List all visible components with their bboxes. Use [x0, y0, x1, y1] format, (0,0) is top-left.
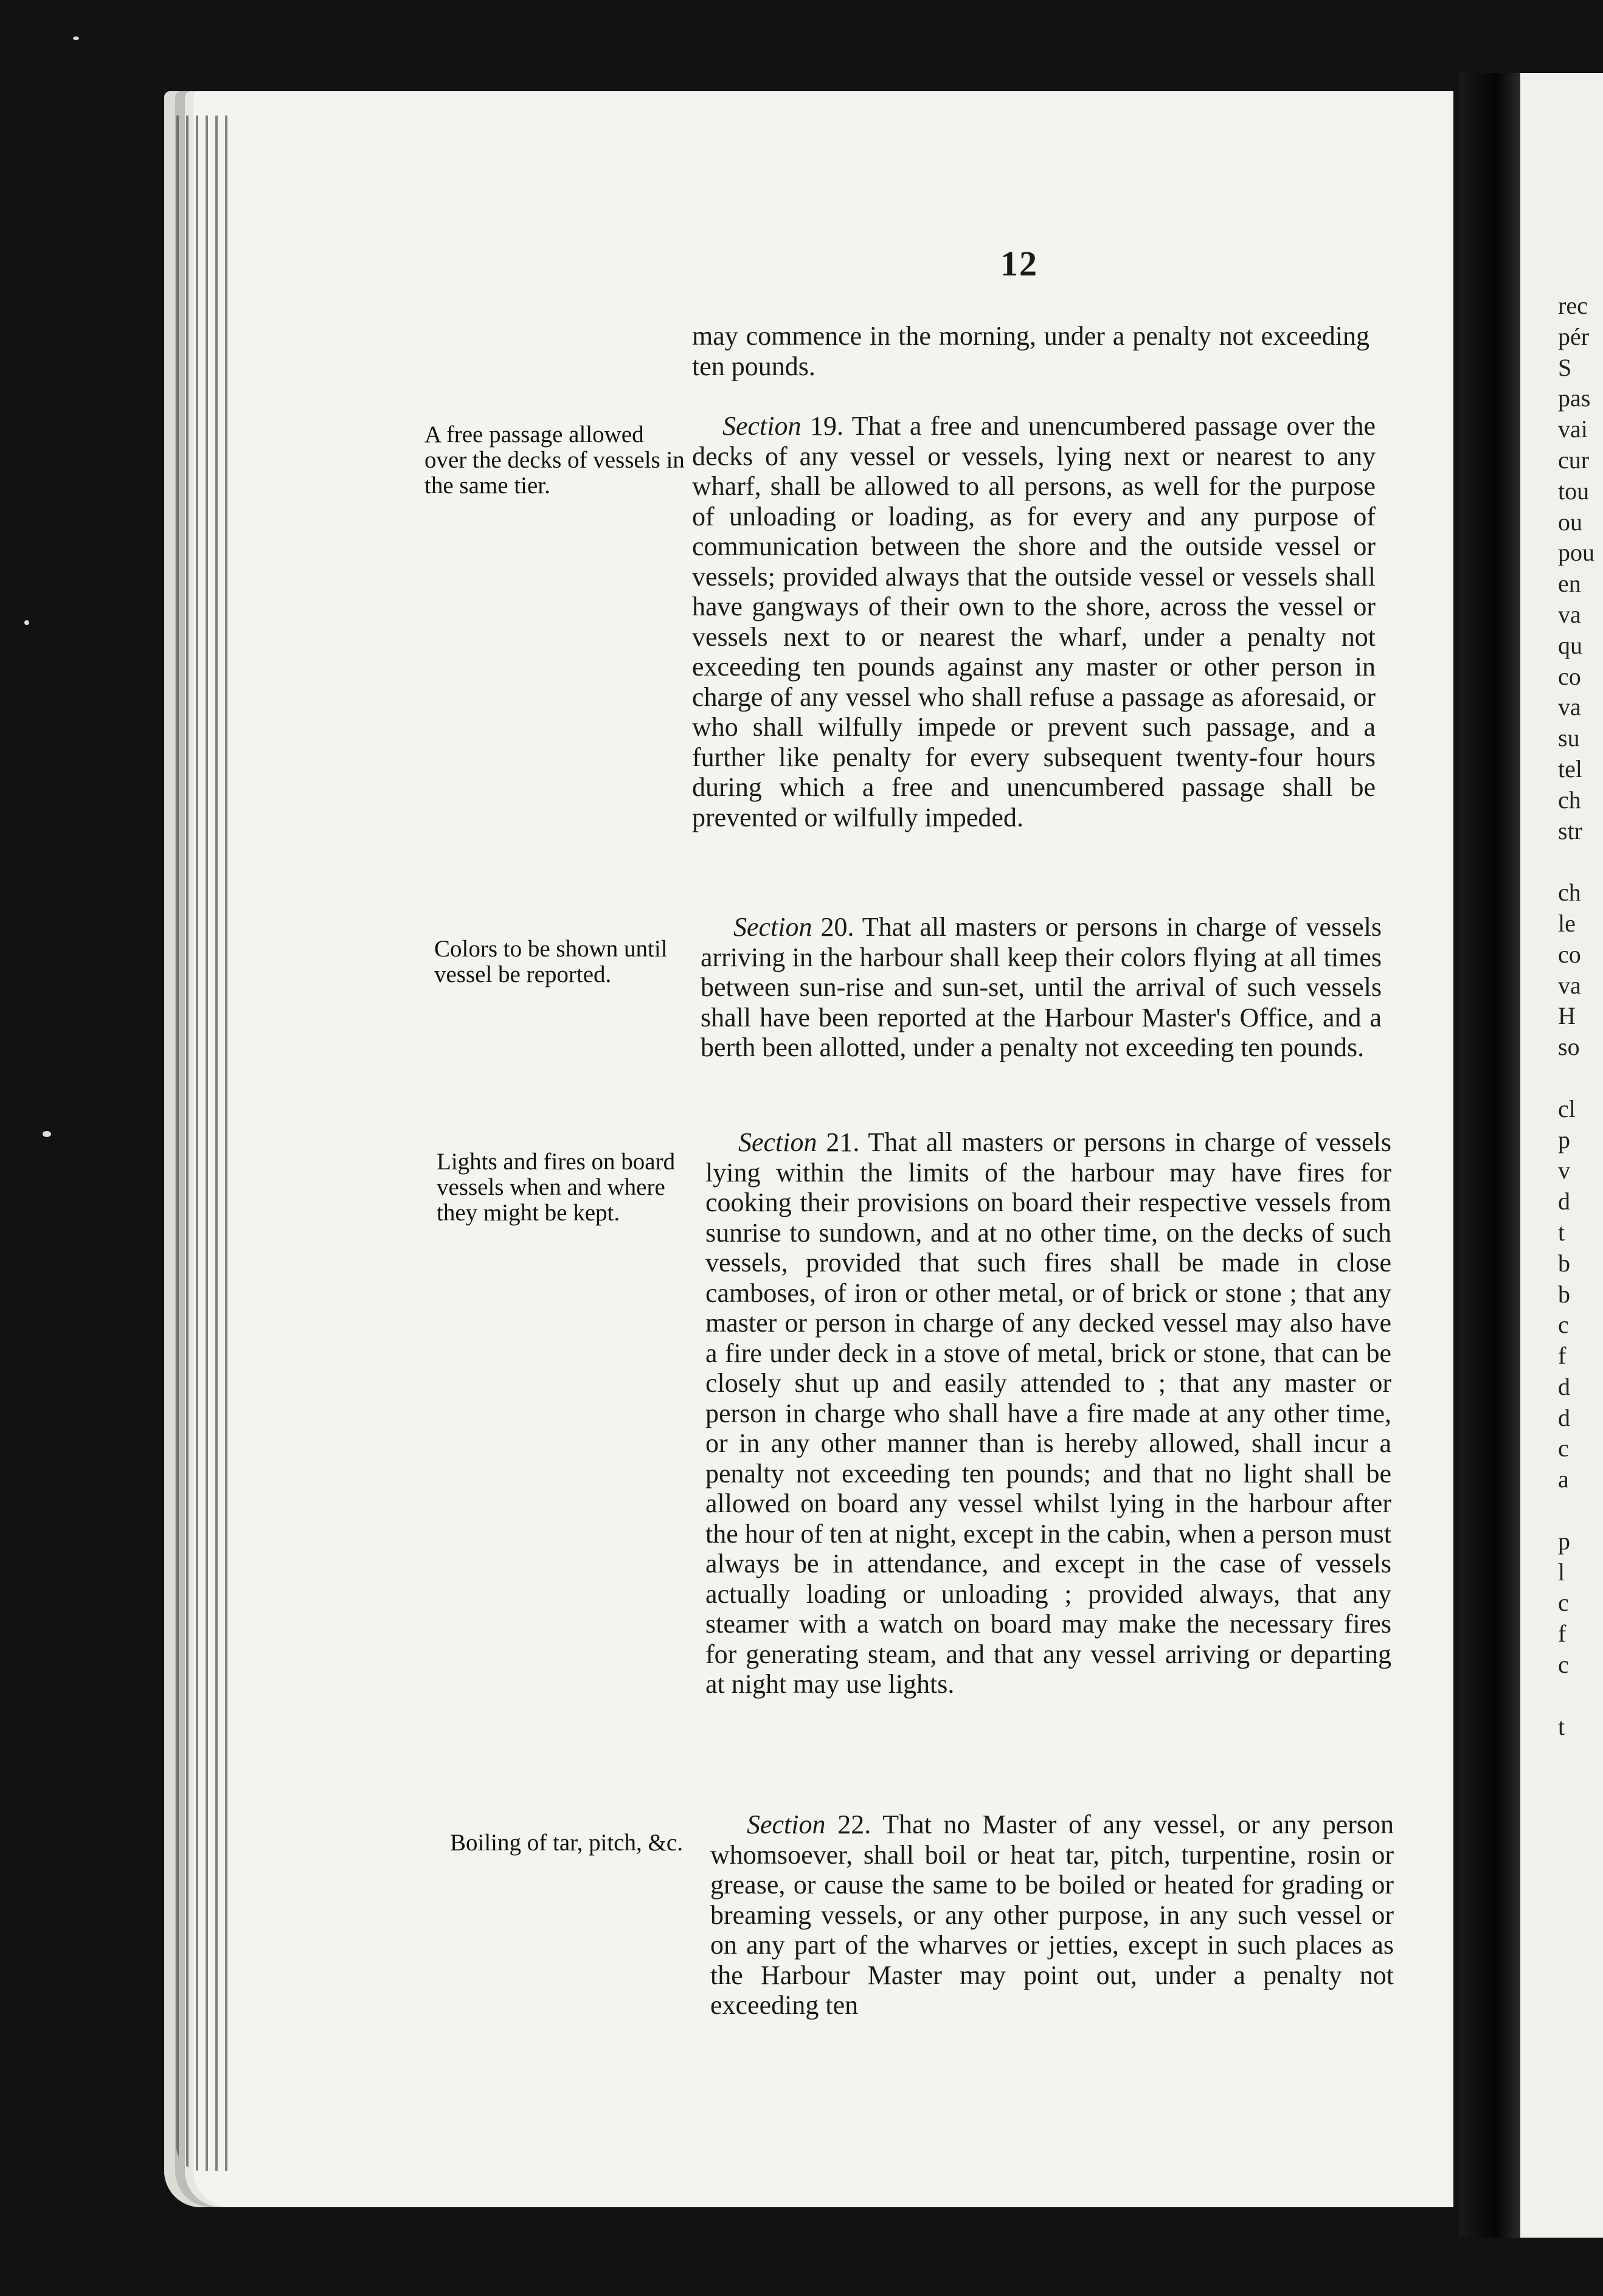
- facing-page-fragment: so: [1558, 1033, 1580, 1061]
- margin-note-section-22: Boiling of tar, pitch, &c.: [450, 1830, 683, 1856]
- section-number: 19.: [810, 411, 844, 441]
- facing-page-fragment: c: [1558, 1434, 1569, 1462]
- facing-page-fragment: [1558, 1063, 1594, 1094]
- facing-page-text-fragments: [1558, 291, 1594, 1742]
- facing-page-fragment: pou: [1558, 539, 1594, 567]
- section-label: Section: [733, 912, 812, 942]
- facing-page-fragment: vai: [1558, 415, 1588, 443]
- facing-page-fragment: va: [1558, 971, 1581, 999]
- section-20-paragraph: [701, 912, 1382, 1063]
- opening-paragraph: may commence in the morning, under a penalty not exceeding ten pounds.: [692, 321, 1369, 381]
- margin-note-section-20: Colors to be shown until vessel be reported.: [434, 936, 668, 987]
- facing-page-fragment: H: [1558, 1002, 1576, 1030]
- section-22-text: That no Master of any vessel, or any person whomsoever, shall boil or heat tar, pitch, turpentine, rosin or grease, or cause the same to be boiled or heated for grading or breaming vessels, or any other purpose, in any such vessel or on any part of the wharves or jetties, except in such places as the Harbour Master may point out, under a penalty not exceeding ten: [710, 1810, 1394, 2020]
- facing-page-fragment: v: [1558, 1157, 1570, 1184]
- facing-page-fragment: qu: [1558, 631, 1582, 659]
- facing-page-fragment: cl: [1558, 1094, 1576, 1122]
- dust-speck: [24, 620, 29, 625]
- facing-page-fragment: c: [1558, 1651, 1569, 1679]
- dust-speck: [43, 1131, 51, 1137]
- facing-page-fragment: f: [1558, 1342, 1567, 1370]
- facing-page-fragment: rec: [1558, 292, 1588, 319]
- section-19-text: That a free and unencumbered passage over the decks of any vessel or vessels, lying next or nearest to any wharf, shall be allowed to all persons, as well for the purpose of unloading or loading, as for every and any purpose of communication between the shore and the outside vessel or vessels; provided always that the outside vessel or vessels shall have gangways of their own to the shore, across the vessel or vessels next to or nearest the wharf, under a penalty not exceeding ten pounds against any master or other person in charge of any vessel who shall refuse a passage as aforesaid, or who shall wilfully impede or prevent such passage, and a further like penalty for every subsequent twenty-four hours during which a free and unencumbered passage shall be prevented or wilfully impeded.: [692, 411, 1376, 832]
- facing-page-fragment: [1558, 1681, 1594, 1712]
- facing-page-fragment: p: [1558, 1126, 1570, 1153]
- section-label: Section: [722, 411, 802, 441]
- margin-note-section-21: Lights and fires on board vessels when and where they might be kept.: [437, 1149, 676, 1226]
- facing-page-fragment: pér: [1558, 322, 1590, 350]
- facing-page-fragment: [1558, 1495, 1594, 1526]
- facing-page-fragment: en: [1558, 570, 1581, 598]
- section-number: 21.: [826, 1127, 860, 1157]
- section-21-paragraph: [705, 1127, 1391, 1700]
- section-label: Section: [738, 1127, 817, 1157]
- section-20-text: That all masters or persons in charge of vessels arriving in the harbour shall keep their colors flying at all times between sun-rise and sun-set, until the arrival of such vessels shall have been reported at the Harbour Master's Office, and a berth been allotted, under a penalty not exceeding ten pounds.: [701, 912, 1382, 1062]
- facing-page-fragment: f: [1558, 1620, 1567, 1648]
- facing-page-fragment: va: [1558, 600, 1581, 628]
- facing-page-fragment: d: [1558, 1372, 1570, 1400]
- facing-page-fragment: a: [1558, 1465, 1569, 1493]
- page-edge-stack: [176, 116, 231, 2171]
- section-19-paragraph: [692, 411, 1376, 832]
- book-gutter: [1459, 73, 1520, 2238]
- facing-page-fragment: t: [1558, 1712, 1565, 1740]
- page-number: 12: [1000, 244, 1038, 283]
- margin-note-section-19: A free passage allowed over the decks of vessels in the same tier.: [424, 421, 685, 499]
- facing-page-fragment: c: [1558, 1311, 1569, 1339]
- facing-page-fragment: t: [1558, 1218, 1565, 1246]
- facing-page-fragment: cur: [1558, 446, 1590, 474]
- facing-page-fragment: c: [1558, 1589, 1569, 1617]
- facing-page-fragment: ch: [1558, 786, 1581, 814]
- dust-speck: [73, 36, 79, 40]
- facing-page-fragment: ch: [1558, 879, 1581, 907]
- facing-page-fragment: [1558, 846, 1594, 877]
- facing-page-fragment: p: [1558, 1527, 1570, 1555]
- facing-page-fragment: le: [1558, 909, 1576, 937]
- facing-page-fragment: va: [1558, 693, 1581, 721]
- facing-page-fragment: co: [1558, 662, 1581, 690]
- facing-page-fragment: d: [1558, 1403, 1570, 1431]
- facing-page-fragment: tou: [1558, 477, 1590, 505]
- facing-page-fragment: b: [1558, 1280, 1570, 1308]
- facing-page-fragment: su: [1558, 724, 1580, 752]
- section-number: 20.: [820, 912, 854, 942]
- facing-page-fragment: S: [1558, 353, 1572, 381]
- facing-page-fragment: pas: [1558, 384, 1591, 412]
- facing-page-fragment: co: [1558, 940, 1581, 968]
- facing-page-fragment: d: [1558, 1188, 1570, 1215]
- facing-page-fragment: ou: [1558, 508, 1582, 536]
- facing-page-fragment: l: [1558, 1558, 1565, 1586]
- section-label: Section: [747, 1810, 826, 1839]
- section-number: 22.: [837, 1810, 871, 1839]
- section-22-paragraph: [710, 1810, 1394, 2021]
- facing-page-fragment: tel: [1558, 755, 1582, 783]
- section-21-text: That all masters or persons in charge of vessels lying within the limits of the harbour may have fires for cooking their provisions on board their respective vessels from sunrise to sundown, and at no other time, on the decks of such vessels, provided that such fires shall be made in close camboses, of iron or other metal, or of brick or stone ; that any master or person in charge of any decked vessel may also have a fire under deck in a stove of metal, brick or stone, that can be closely shut up and easily attended to ; that any master or person in charge who shall have a fire made at any other time, or in any other manner than is hereby allowed, shall incur a penalty not exceeding ten pounds; and that no light shall be allowed on board any vessel whilst lying in the harbour after the hour of ten at night, except in the cabin, when a person must always be in attendance, and except in the case of vessels actually loading or unloading ; provided always, that any steamer with a watch on board may make the necessary fires for generating steam, and that any vessel arriving or departing at night may use lights.: [705, 1127, 1391, 1699]
- facing-page-fragment: str: [1558, 817, 1582, 845]
- facing-page-fragment: b: [1558, 1249, 1570, 1277]
